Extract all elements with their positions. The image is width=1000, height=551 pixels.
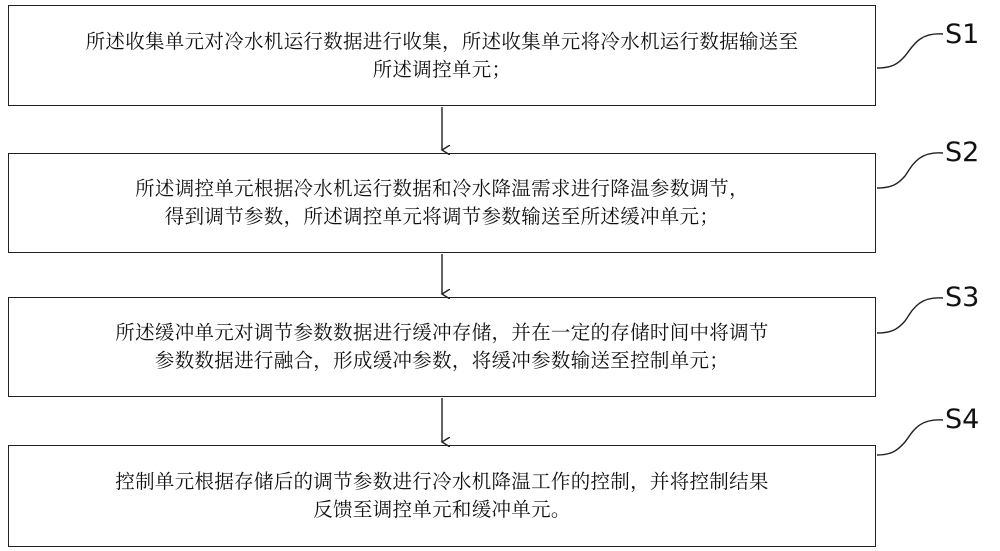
leader-s3 <box>877 298 943 333</box>
step-text-s1 <box>76 28 809 84</box>
step-text-s4 <box>105 468 778 524</box>
step-s2-line-2: 得到调节参数，所述调控单元将调节参数输送至所述缓冲单元； <box>164 205 720 228</box>
step-s3-line-2: 参数数据进行融合，形成缓冲参数，将缓冲参数输送至控制单元； <box>154 349 730 372</box>
leader-s2 <box>877 153 943 188</box>
step-box-s1 <box>8 5 876 106</box>
step-s4-line-1: 控制单元根据存储后的调节参数进行冷水机降温工作的控制，并将控制结果 <box>115 470 769 493</box>
step-s1-line-1: 所述收集单元对冷水机运行数据进行收集，所述收集单元将冷水机运行数据输送至 <box>85 29 799 53</box>
step-label-s2: S2 <box>945 137 980 168</box>
step-box-s3 <box>8 297 876 397</box>
step-box-s4 <box>8 445 876 547</box>
step-text-s3 <box>105 319 778 375</box>
leader-s4 <box>877 420 943 455</box>
step-box-s2 <box>8 153 876 253</box>
step-text-s2 <box>125 175 759 231</box>
label-leaders <box>877 34 943 455</box>
step-s4-line-2: 反馈至调控单元和缓冲单元。 <box>313 498 571 521</box>
step-s3-line-1: 所述缓冲单元对调节参数数据进行缓冲存储，并在一定的存储时间中将调节 <box>115 321 769 344</box>
leader-s1 <box>877 34 943 68</box>
step-label-s1: S1 <box>945 19 980 50</box>
step-label-s3: S3 <box>945 282 980 313</box>
step-label-s4: S4 <box>945 404 980 435</box>
step-s2-line-1: 所述调控单元根据冷水机运行数据和冷水降温需求进行降温参数调节， <box>135 177 749 200</box>
step-s1-line-2: 所述调控单元； <box>372 57 512 81</box>
